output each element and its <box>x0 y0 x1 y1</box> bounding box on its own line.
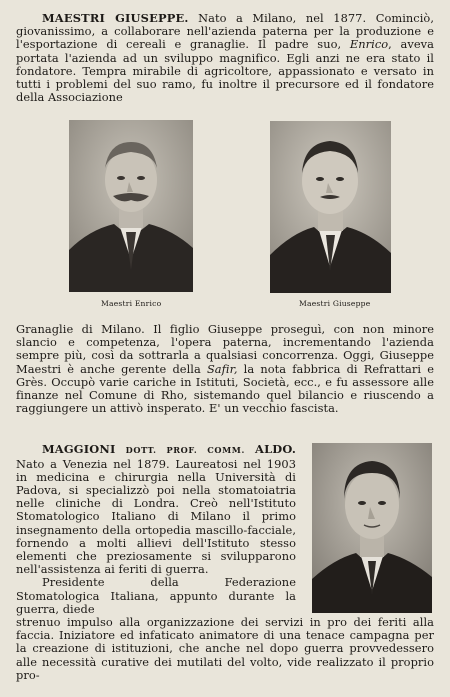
photo-maggioni-aldo <box>312 443 432 613</box>
maestri-intro-text: Nato a Milano, nel 1877. Cominciò, giovanissimo, a collaborare nell'azienda paterna per la produzione e l'esportazione di cereali e granaglie. Il padre suo, <box>16 11 434 52</box>
maggioni-given-name: ALDO. <box>255 442 296 457</box>
maggioni-heading-paragraph <box>16 443 296 576</box>
maggioni-paragraph-2 <box>16 576 296 616</box>
maestri-company-name: Safir, <box>206 361 238 376</box>
maggioni-text-3: strenuo impulso alla organizzazione dei servizi in pro dei feriti alla faccia. Iniziatore ed infaticato animatore di una tenace campagna per la creazione di istituzioni, che anche nel dopo guerra provvedessero alle necessità curative dei mutilati del volto, vide realizzato il proprio pro- <box>16 615 434 682</box>
caption-maestri-enrico: Maestri Enrico <box>101 299 162 308</box>
photo-maestri-giuseppe <box>270 121 391 293</box>
maestri-name: MAESTRI GIUSEPPE. <box>42 11 189 25</box>
maestri-continued-text: Granaglie di Milano. Il figlio Giuseppe proseguì, con non minore slancio e competenza, l'opera paterna, incrementando l'azienda sempre più, così da sottrarla a qualsiasi concorrenza. Oggi, Giuseppe Maestri è anche gerente della <box>16 322 434 376</box>
maestri-intro-text-2: , aveva portata l'azienda ad un sviluppo magnifico. Egli anzi ne era stato il fondatore. Tempra mirabile di agricoltore, appassionato e versato in tutti i problemi del suo ramo, fu inoltre il precursore ed il fondatore della Associazione <box>16 37 434 105</box>
maggioni-text-2: Presidente della Federazione Stomatologica Italiana, appunto durante la guerra, diede <box>16 575 296 616</box>
caption-maestri-giuseppe: Maestri Giuseppe <box>299 299 371 308</box>
maestri-continued-text-2: la nota fabbrica di Refrattari e Grès. Occupò varie cariche in Istituti, Società, ecc., e fu assessore alle finanze nel Comune di Rho, sistemando quel bilancio e riuscendo a raggiungere un attivò insperato. E' un vecchio fascista. <box>16 361 434 416</box>
maggioni-titles: DOTT. PROF. COMM. <box>125 445 245 456</box>
maggioni-paragraph-3 <box>16 616 434 682</box>
photo-maestri-enrico <box>69 120 193 292</box>
maggioni-section <box>16 443 434 682</box>
maestri-photos <box>16 105 434 308</box>
maggioni-text-1: Nato a Venezia nel 1879. Laureatosi nel 1903 in medicina e chirurgia nella Università di Padova, si specializzò poi nella stomatoiatria nelle cliniche di Londra. Creò nell'Istituto Stomatologico Italiano di Milano il primo insegnamento della ortopedia mascillo-facciale, fornendo a molti allievi dell'Istituto stesso elementi che preziosamente si svilupparono nell'assistenza ai feriti di guerra. <box>16 456 296 577</box>
maestri-continued-paragraph <box>16 323 434 415</box>
maestri-intro-paragraph <box>16 12 434 105</box>
maggioni-surname: MAGGIONI <box>42 442 116 457</box>
maestri-father-name: Enrico <box>349 37 389 52</box>
maggioni-column-text <box>16 443 296 616</box>
